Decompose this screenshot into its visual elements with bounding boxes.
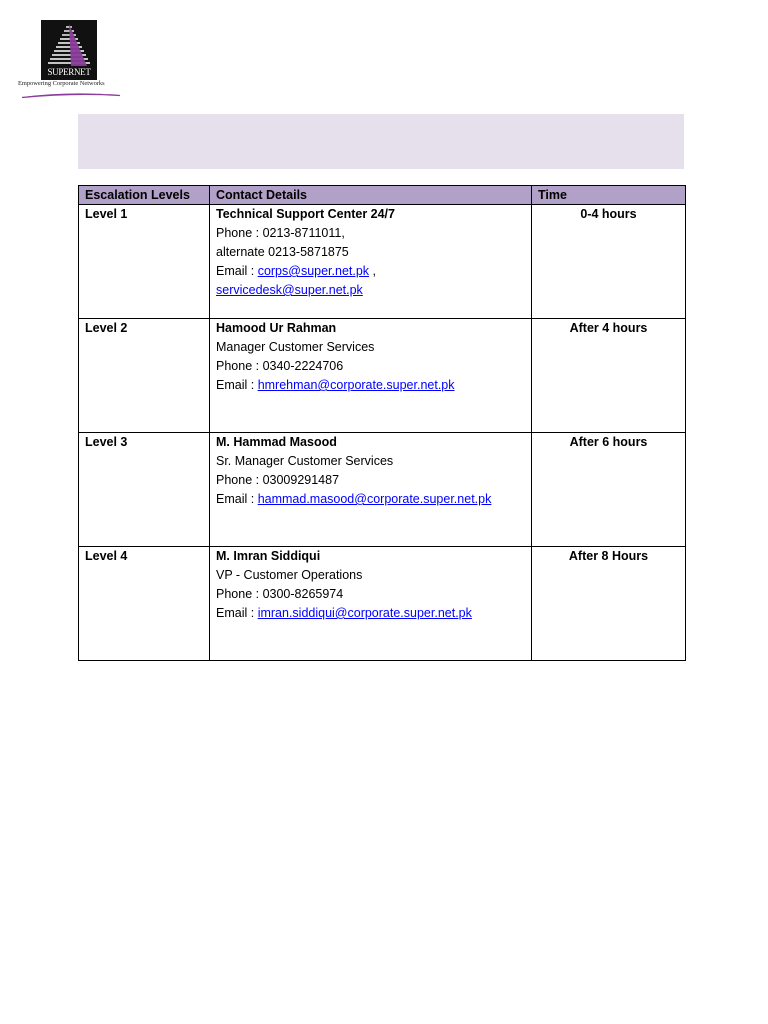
level-cell: Level 3 bbox=[79, 433, 210, 547]
contact-cell bbox=[210, 547, 532, 661]
contact-name: M. Imran Siddiqui bbox=[216, 549, 321, 563]
supernet-logo bbox=[18, 18, 122, 100]
time-cell: After 8 Hours bbox=[532, 547, 686, 661]
contact-name: Hamood Ur Rahman bbox=[216, 321, 337, 335]
email-link[interactable]: servicedesk@super.net.pk bbox=[216, 283, 363, 297]
table-row bbox=[79, 205, 686, 319]
level-cell: Level 4 bbox=[79, 547, 210, 661]
title-banner bbox=[78, 114, 684, 169]
email-label: Email : bbox=[216, 264, 258, 278]
contact-name: Technical Support Center 24/7 bbox=[216, 207, 395, 221]
time-cell: After 6 hours bbox=[532, 433, 686, 547]
contact-line: Manager Customer Services bbox=[216, 340, 375, 354]
table-row bbox=[79, 319, 686, 433]
logo-tagline: Empowering Corporate Networks bbox=[18, 80, 105, 87]
email-line bbox=[216, 262, 531, 281]
contact-cell bbox=[210, 319, 532, 433]
level-cell: Level 1 bbox=[79, 205, 210, 319]
header-time: Time bbox=[532, 186, 686, 205]
email-label: Email : bbox=[216, 378, 258, 392]
contact-line: Phone : 0300-8265974 bbox=[216, 587, 344, 601]
contact-line: Phone : 0340-2224706 bbox=[216, 359, 344, 373]
table-row bbox=[79, 547, 686, 661]
contact-line: Phone : 0213-8711011, bbox=[216, 226, 345, 240]
logo-wordmark: SUPERNET bbox=[47, 67, 91, 77]
contact-line: Phone : 03009291487 bbox=[216, 473, 340, 487]
contact-line: alternate 0213-5871875 bbox=[216, 245, 349, 259]
email-line bbox=[216, 490, 531, 509]
email-line bbox=[216, 604, 531, 623]
email-line bbox=[216, 281, 531, 300]
contact-cell bbox=[210, 433, 532, 547]
table-row bbox=[79, 433, 686, 547]
email-separator: , bbox=[369, 264, 376, 278]
contact-line: Sr. Manager Customer Services bbox=[216, 454, 394, 468]
time-cell: 0-4 hours bbox=[532, 205, 686, 319]
email-link[interactable]: hmrehman@corporate.super.net.pk bbox=[257, 378, 455, 392]
table-header-row bbox=[79, 186, 686, 205]
header-contact-details: Contact Details bbox=[210, 186, 532, 205]
email-link[interactable]: hammad.masood@corporate.super.net.pk bbox=[257, 492, 492, 506]
contact-line: VP - Customer Operations bbox=[216, 568, 363, 582]
email-label: Email : bbox=[216, 492, 258, 506]
email-link[interactable]: corps@super.net.pk bbox=[257, 264, 370, 278]
email-line bbox=[216, 376, 531, 395]
swoosh-icon bbox=[20, 88, 130, 100]
contact-name: M. Hammad Masood bbox=[216, 435, 337, 449]
time-cell: After 4 hours bbox=[532, 319, 686, 433]
level-cell: Level 2 bbox=[79, 319, 210, 433]
escalation-table bbox=[78, 185, 686, 661]
email-label: Email : bbox=[216, 606, 258, 620]
email-link[interactable]: imran.siddiqui@corporate.super.net.pk bbox=[257, 606, 472, 620]
contact-cell bbox=[210, 205, 532, 319]
header-escalation-levels: Escalation Levels bbox=[79, 186, 210, 205]
